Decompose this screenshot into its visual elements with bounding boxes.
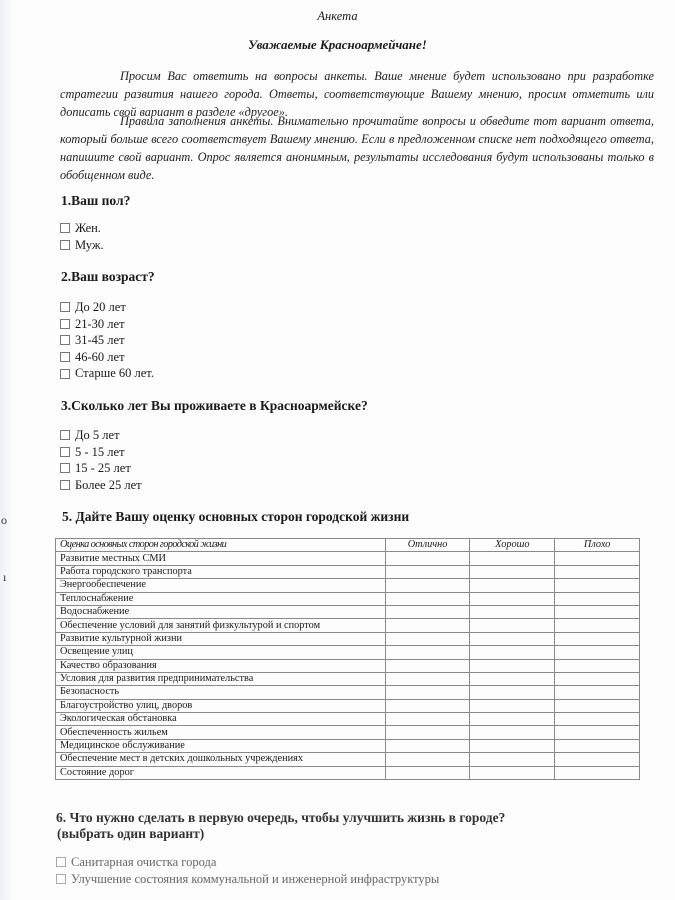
- rating-cell-good[interactable]: [470, 565, 555, 578]
- row-label: Условия для развития предпринимательства: [56, 672, 386, 685]
- rating-cell-bad[interactable]: [555, 565, 640, 578]
- table-row: [56, 552, 640, 565]
- rating-cell-bad[interactable]: [555, 552, 640, 565]
- rating-cell-good[interactable]: [470, 552, 555, 565]
- rating-cell-bad[interactable]: [555, 619, 640, 632]
- table-row: [56, 739, 640, 752]
- rating-cell-excellent[interactable]: [385, 713, 470, 726]
- table-row: [56, 726, 640, 739]
- option-age-21-30[interactable]: 21-30 лет: [60, 316, 154, 333]
- checkbox-icon[interactable]: [60, 352, 70, 362]
- checkbox-icon[interactable]: [60, 302, 70, 312]
- table-header-row: [56, 539, 640, 552]
- rating-cell-excellent[interactable]: [385, 592, 470, 605]
- option-age-over-60[interactable]: Старше 60 лет.: [60, 365, 154, 382]
- checkbox-icon[interactable]: [60, 223, 70, 233]
- rating-cell-good[interactable]: [470, 713, 555, 726]
- table-row: [56, 592, 640, 605]
- option-residence-15-25[interactable]: 15 - 25 лет: [60, 460, 142, 477]
- rating-table: [55, 538, 640, 780]
- option-age-under-20[interactable]: До 20 лет: [60, 299, 154, 316]
- row-label: Развитие культурной жизни: [56, 632, 386, 645]
- rating-cell-bad[interactable]: [555, 592, 640, 605]
- checkbox-icon[interactable]: [60, 463, 70, 473]
- rating-cell-good[interactable]: [470, 686, 555, 699]
- row-label: Энергообеспечение: [56, 579, 386, 592]
- option-sanitation[interactable]: Санитарная очистка города: [56, 854, 439, 871]
- option-residence-5-15[interactable]: 5 - 15 лет: [60, 444, 142, 461]
- header-good: Хорошо: [470, 539, 555, 552]
- row-label: Состояние дорог: [56, 766, 386, 779]
- rating-cell-excellent[interactable]: [385, 579, 470, 592]
- row-label: Водоснабжение: [56, 605, 386, 618]
- row-label: Работа городского транспорта: [56, 565, 386, 578]
- table-row: [56, 699, 640, 712]
- option-age-46-60[interactable]: 46-60 лет: [60, 349, 154, 366]
- margin-mark: ı: [3, 570, 7, 584]
- header-excellent: Отлично: [385, 539, 470, 552]
- rating-cell-excellent[interactable]: [385, 726, 470, 739]
- rating-cell-excellent[interactable]: [385, 552, 470, 565]
- table-row: [56, 766, 640, 779]
- row-label: Благоустройство улиц, дворов: [56, 699, 386, 712]
- rating-cell-excellent[interactable]: [385, 699, 470, 712]
- table-row: [56, 672, 640, 685]
- document-title: Анкета: [317, 9, 358, 23]
- table-row: [56, 713, 640, 726]
- row-label: Освещение улиц: [56, 646, 386, 659]
- checkbox-icon[interactable]: [60, 319, 70, 329]
- table-row: [56, 753, 640, 766]
- rating-cell-bad[interactable]: [555, 605, 640, 618]
- checkbox-icon[interactable]: [56, 874, 66, 884]
- rating-cell-good[interactable]: [470, 766, 555, 779]
- table-body: [56, 552, 640, 780]
- rating-cell-bad[interactable]: [555, 713, 640, 726]
- option-infrastructure[interactable]: Улучшение состояния коммунальной и инженерной инфраструктуры: [56, 871, 439, 888]
- question-2-options: [60, 299, 154, 382]
- row-label: Безопасность: [56, 686, 386, 699]
- rating-cell-bad[interactable]: [555, 739, 640, 752]
- row-label: Обеспечение мест в детских дошкольных учреждениях: [56, 753, 386, 766]
- rating-cell-excellent[interactable]: [385, 605, 470, 618]
- option-residence-under-5[interactable]: До 5 лет: [60, 427, 142, 444]
- rating-cell-good[interactable]: [470, 726, 555, 739]
- rating-cell-good[interactable]: [470, 605, 555, 618]
- rating-cell-bad[interactable]: [555, 659, 640, 672]
- question-5-title: 5. Дайте Вашу оценку основных сторон городской жизни: [62, 509, 410, 524]
- table-row: [56, 605, 640, 618]
- checkbox-icon[interactable]: [60, 447, 70, 457]
- table-row: [56, 565, 640, 578]
- rating-cell-excellent[interactable]: [385, 739, 470, 752]
- rating-cell-good[interactable]: [470, 632, 555, 645]
- rating-cell-good[interactable]: [470, 699, 555, 712]
- question-6-title: 6. Что нужно сделать в первую очередь, чтобы улучшить жизнь в городе?: [56, 810, 506, 825]
- table-row: [56, 619, 640, 632]
- row-label: Теплоснабжение: [56, 592, 386, 605]
- checkbox-icon[interactable]: [60, 430, 70, 440]
- table-row: [56, 686, 640, 699]
- margin-mark: о: [1, 513, 7, 527]
- row-label: Экологическая обстановка: [56, 713, 386, 726]
- row-label: Развитие местных СМИ: [56, 552, 386, 565]
- row-label: Обеспечение условий для занятий физкультурой и спортом: [56, 619, 386, 632]
- row-label: Обеспеченность жильем: [56, 726, 386, 739]
- rating-cell-excellent[interactable]: [385, 619, 470, 632]
- rating-cell-bad[interactable]: [555, 726, 640, 739]
- row-label: Медицинское обслуживание: [56, 739, 386, 752]
- question-1-title: 1.Ваш пол?: [61, 193, 131, 208]
- rating-cell-bad[interactable]: [555, 579, 640, 592]
- option-female[interactable]: Жен.: [60, 220, 104, 237]
- table-row: [56, 632, 640, 645]
- rating-cell-bad[interactable]: [555, 699, 640, 712]
- question-6-options: [56, 854, 439, 887]
- rating-cell-excellent[interactable]: [385, 646, 470, 659]
- intro-paragraph-2: Правила заполнения анкеты. Внимательно прочитайте вопросы и обведите тот вариант ответа, который больше всего соответствует Вашему мнению. Если в предложенном списке нет подходящего ответа, напишите свой вариант. Опрос является анонимным, результаты исследования будут использованы только в обобщенном виде.: [60, 114, 654, 182]
- checkbox-icon[interactable]: [56, 857, 66, 867]
- greeting: Уважаемые Красноармейчане!: [248, 37, 427, 52]
- checkbox-icon[interactable]: [60, 240, 70, 250]
- header-bad: Плохо: [555, 539, 640, 552]
- table-row: [56, 579, 640, 592]
- question-3-options: [60, 427, 142, 493]
- rating-cell-excellent[interactable]: [385, 672, 470, 685]
- rating-cell-bad[interactable]: [555, 672, 640, 685]
- intro-paragraph-1: Просим Вас ответить на вопросы анкеты. Ваше мнение будет использовано при разработке стратегии развития нашего города. Ответы, соответствующие Вашему мнению, просим отметить или дописать свой вариант в разделе «другое».: [60, 69, 654, 119]
- question-1-options: [60, 220, 104, 253]
- option-residence-over-25[interactable]: Более 25 лет: [60, 477, 142, 494]
- rating-cell-good[interactable]: [470, 579, 555, 592]
- rating-cell-good[interactable]: [470, 646, 555, 659]
- question-6-subtitle: (выбрать один вариант): [57, 826, 205, 841]
- rating-cell-good[interactable]: [470, 619, 555, 632]
- checkbox-icon[interactable]: [60, 335, 70, 345]
- rating-cell-good[interactable]: [470, 659, 555, 672]
- table-row: [56, 659, 640, 672]
- rating-cell-bad[interactable]: [555, 753, 640, 766]
- option-male[interactable]: Муж.: [60, 237, 104, 254]
- question-3-title: 3.Сколько лет Вы проживаете в Красноармейске?: [61, 398, 368, 413]
- table-row: [56, 646, 640, 659]
- row-label: Качество образования: [56, 659, 386, 672]
- question-2-title: 2.Ваш возраст?: [61, 269, 155, 284]
- rating-cell-good[interactable]: [470, 672, 555, 685]
- rating-cell-excellent[interactable]: [385, 565, 470, 578]
- scan-shadow: [0, 0, 14, 900]
- option-age-31-45[interactable]: 31-45 лет: [60, 332, 154, 349]
- rating-cell-excellent[interactable]: [385, 686, 470, 699]
- rating-cell-bad[interactable]: [555, 646, 640, 659]
- rating-cell-excellent[interactable]: [385, 753, 470, 766]
- rating-cell-excellent[interactable]: [385, 632, 470, 645]
- checkbox-icon[interactable]: [60, 480, 70, 490]
- rating-cell-good[interactable]: [470, 592, 555, 605]
- rating-cell-bad[interactable]: [555, 766, 640, 779]
- rating-cell-good[interactable]: [470, 753, 555, 766]
- checkbox-icon[interactable]: [60, 369, 70, 379]
- header-aspect: Оценка основных сторон городской жизни: [56, 539, 386, 552]
- rating-cell-excellent[interactable]: [385, 659, 470, 672]
- rating-cell-good[interactable]: [470, 739, 555, 752]
- rating-cell-bad[interactable]: [555, 686, 640, 699]
- rating-cell-bad[interactable]: [555, 632, 640, 645]
- rating-cell-excellent[interactable]: [385, 766, 470, 779]
